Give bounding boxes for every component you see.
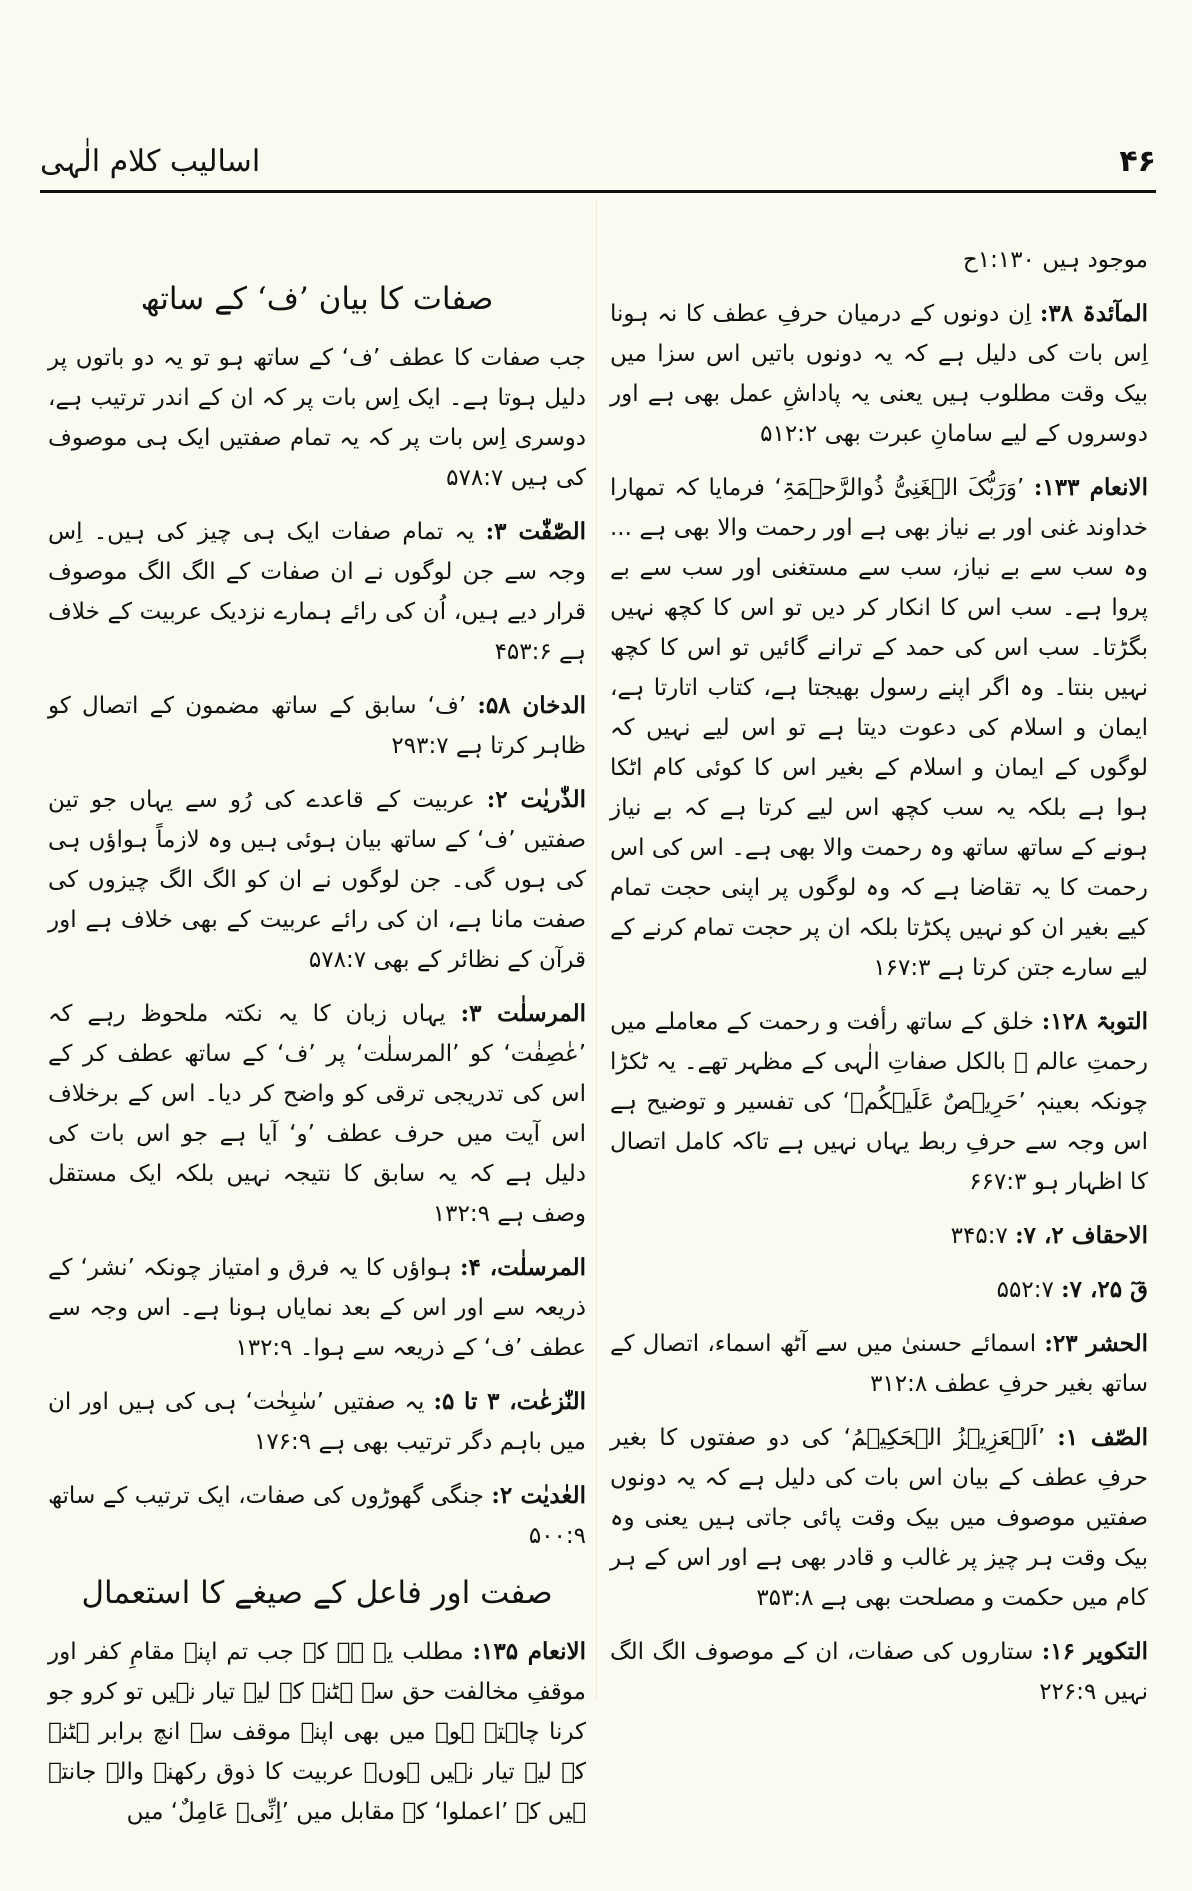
entry-text: ہواؤں کا یہ فرق و امتیاز چونکہ ’نشر‘ کے ذریعہ سے اور اس کے بعد نمایاں ہونا ہے۔ اس وجہ سے عطف ’ف‘ کے ذریعہ سے ہوا۔ ۱۳۲:۹ [48, 1255, 586, 1361]
entry-reference: الدخان ۵۸: [477, 692, 586, 719]
entry-reference: الاحقاف ۲، ۷: [1015, 1222, 1148, 1249]
entry-reference: الانعام ۱۳۳: [1033, 474, 1148, 501]
entry-text: یہ تمام صفات ایک ہی چیز کی ہیں۔ اِس وجہ سے جن لوگوں نے ان صفات کے الگ الگ موصوف قرار دیے ہیں، اُن کی رائے ہمارے نزدیک عربیت کے خلاف ہے ۴۵۳:۶ [48, 519, 586, 665]
entry-reference: الصّٰفّٰت ۳: [485, 518, 587, 545]
entry-reference: التوبۃ ۱۲۸: [1041, 1008, 1148, 1035]
entry [610, 1216, 1148, 1256]
entry-reference: المآئدۃ ۳۸: [1039, 300, 1148, 327]
entry-text: ’اَلۡعَزِیۡزُ الۡحَکِیۡمُ‘ کی دو صفتوں کا بغیر حرفِ عطف کے بیان اس بات کی دلیل ہے کہ یہ دونوں صفتیں موصوف میں بیک وقت پائی جاتی ہیں یعنی وہ بیک وقت ہر چیز پر غالب و قادر بھی ہے اور اس کے ہر کام میں حکمت و مصلحت بھی ہے ۳۵۳:۸ [610, 1425, 1148, 1611]
section-heading: صفات کا بیان ’ف‘ کے ساتھ [140, 281, 494, 317]
entry-reference: النّٰزعٰت، ۳ تا ۵: [433, 1388, 586, 1415]
entry-reference: الانعام ۱۳۵: [472, 1638, 587, 1665]
entry-reference: قٓ ۲۵، ۷: [1061, 1276, 1148, 1303]
entry [610, 294, 1148, 454]
entry-text: جنگی گھوڑوں کی صفات، ایک ترتیب کے ساتھ ۵۰۰:۹ [48, 1483, 586, 1549]
entry [610, 1002, 1148, 1202]
intro-paragraph: جب صفات کا عطف ’ف‘ کے ساتھ ہو تو یہ دو باتوں پر دلیل ہوتا ہے۔ ایک اِس بات پر کہ ان کے اندر ترتیب ہے، دوسری اِس بات پر کہ یہ تمام صفتیں ایک ہی موصوف کی ہیں ۵۷۸:۷ [48, 345, 586, 491]
entry [48, 512, 586, 672]
entry-reference: المرسلٰت، ۴: [459, 1254, 587, 1281]
entry [48, 1632, 586, 1832]
entry [48, 1248, 586, 1368]
entry-text: ’ف‘ سابق کے ساتھ مضمون کے اتصال کو ظاہر کرتا ہے ۲۹۳:۷ [48, 693, 586, 759]
section-heading: صفت اور فاعل کے صیغے کا استعمال [81, 1575, 553, 1611]
page-number: ۴۶ [1119, 144, 1156, 179]
entry-reference: العٰدیٰت ۲: [491, 1482, 586, 1509]
entry-text: عربیت کے قاعدے کی رُو سے یہاں جو تین صفتیں ’ف‘ کے ساتھ بیان ہوئی ہیں وہ لازماً ہواؤں ہی کی ہوں گی۔ جن لوگوں نے ان کو الگ الگ چیزوں کی صفت مانا ہے، ان کی رائے عربیت کے بھی خلاف ہے اور قرآن کے نظائر کے بھی ۵۷۸:۷ [48, 787, 586, 973]
entry-text: مطلب یہ ہے کہ جب تم اپنے مقامِ کفر اور موقفِ مخالفت حق سے ہٹنے کے لیے تیار نہیں تو کرو جو کرنا چاہتے ہو۔ میں بھی اپنے موقف سے انچ برابر ہٹنے کے لیے تیار نہیں ہوں۔ عربیت کا ذوق رکھنے والے جانتے ہیں کہ ’اعملوا‘ کے مقابل میں ’اِنِّیۡ عَامِلٌ‘ میں [48, 1639, 586, 1825]
entry [48, 1476, 586, 1556]
entry-text: ۵۵۲:۷ [996, 1277, 1054, 1303]
right-column [610, 240, 1148, 1726]
entry-reference: الحشر ۲۳: [1044, 1330, 1149, 1357]
entry [610, 1632, 1148, 1712]
continuation-text: موجود ہیں ۱:۱۳۰ح [962, 247, 1148, 273]
entry [48, 686, 586, 766]
running-book-title: اسالیب کلام الٰہی [40, 144, 261, 179]
entry-reference: الذّٰریٰت ۲: [486, 786, 587, 813]
entry-text: یہاں زبان کا یہ نکتہ ملحوظ رہے کہ ’عٰصِفٰت‘ کو ’المرسلٰت‘ پر ’ف‘ کے ساتھ عطف کر کے اس کی تدریجی ترقی کو واضح کر دیا۔ اس کے برخلاف اس آیت میں حرف عطف ’و‘ آیا ہے جو اس بات کی دلیل ہے کہ یہ سابق کا نتیجہ نہیں بلکہ ایک مستقل وصف ہے ۱۳۲:۹ [48, 1001, 586, 1227]
entry-reference: الصّف ۱: [1057, 1424, 1148, 1451]
entry-text: ۳۴۵:۷ [950, 1223, 1008, 1249]
entry [48, 780, 586, 980]
entry-text: اِن دونوں کے درمیان حرفِ عطف کا نہ ہونا اِس بات کی دلیل ہے کہ یہ دونوں باتیں اس سزا میں بیک وقت مطلوب ہیں یعنی یہ پاداشِ عمل بھی ہے اور دوسروں کے لیے سامانِ عبرت بھی ۵۱۲:۲ [610, 301, 1148, 447]
entry-text: یہ صفتیں ’سٰبِحٰت‘ ہی کی ہیں اور ان میں باہم دگر ترتیب بھی ہے ۱۷۶:۹ [48, 1389, 586, 1455]
entry-text: خلق کے ساتھ رأفت و رحمت کے معاملے میں رحمتِ عالم ﷺ بالکل صفاتِ الٰہی کے مظہر تھے۔ یہ ٹکڑا چونکہ بعینہٖ ’حَرِیۡصٌ عَلَیۡکُمۡ‘ کی تفسیر و توضیح ہے اس وجہ سے حرفِ ربط یہاں نہیں ہے تاکہ کامل اتصال کا اظہار ہو ۶۶۷:۳ [610, 1009, 1148, 1195]
entry-text: اسمائے حسنیٰ میں سے آٹھ اسماء، اتصال کے ساتھ بغیر حرفِ عطف ۳۱۲:۸ [610, 1331, 1148, 1397]
entry-text: ’وَرَبُّکَ الۡغَنِیُّ ذُوالرَّحۡمَۃِ‘ فرمایا کہ تمھارا خداوند غنی اور بے نیاز بھی ہے اور رحمت والا بھی ہے ... وہ سب سے بے نیاز، سب سے مستغنی اور سب سے بے پروا ہے۔ سب اس کا انکار کر دیں تو اس کا کچھ نہیں بگڑتا۔ سب اس کی حمد کے ترانے گائیں تو اس کا کچھ نہیں بنتا۔ وہ اگر اپنے رسول بھیجتا ہے، کتاب اتارتا ہے، ایمان و اسلام کی دعوت دیتا ہے تو اس لیے نہیں کہ لوگوں کے ایمان و اسلام کے بغیر اس کا کوئی کام اٹکا ہوا ہے بلکہ یہ سب کچھ اس لیے کرتا ہے کہ بے نیاز ہونے کے ساتھ ساتھ وہ رحمت والا بھی ہے۔ اس کی اس رحمت کا یہ تقاضا ہے کہ وہ لوگوں پر اپنی حجت تمام کیے بغیر ان کو نہیں پکڑتا بلکہ ان پر حجت تمام کرنے کے لیے سارے جتن کرتا ہے ۱۶۷:۳ [610, 475, 1148, 981]
page-header [40, 140, 1156, 193]
entry [610, 1418, 1148, 1618]
entry-reference: المرسلٰت ۳: [460, 1000, 586, 1027]
entry [610, 1324, 1148, 1404]
entry [610, 468, 1148, 988]
column-divider [596, 200, 597, 1700]
entry-reference: التکویر ۱۶: [1041, 1638, 1149, 1665]
entry [48, 994, 586, 1234]
entry-text: ستاروں کی صفات، ان کے موصوف الگ الگ نہیں ۲۲۶:۹ [610, 1639, 1148, 1705]
entry [48, 1382, 586, 1462]
entry [610, 1270, 1148, 1310]
left-column [48, 270, 586, 1846]
